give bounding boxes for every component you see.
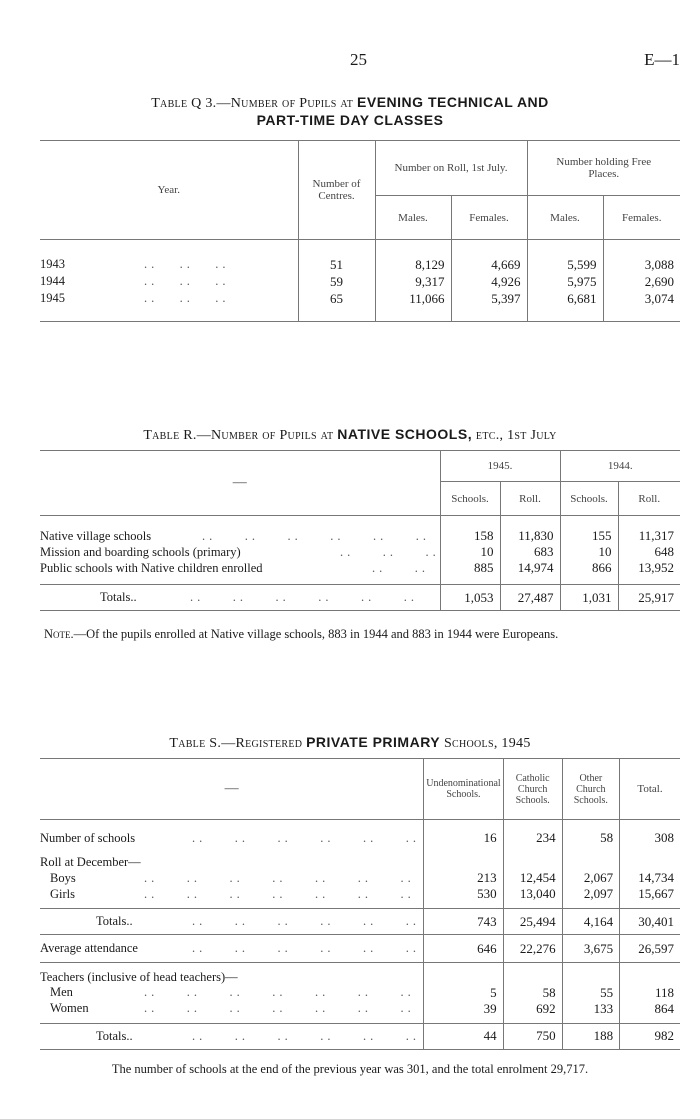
table-row: Number of schools .. .. .. .. .. .. 16 234 58 308 <box>40 830 680 846</box>
table-q3-roll-m: 11,066 <box>375 290 451 307</box>
table-s-caption <box>0 734 700 752</box>
table-s-t: 118 <box>620 985 680 1001</box>
table-r-schools-1944: Schools. <box>560 482 618 516</box>
table-r <box>40 450 680 615</box>
table-s-col-other: Other Church Schools. <box>562 759 619 820</box>
table-r-caption-bold: NATIVE SCHOOLS, <box>337 426 473 442</box>
table-row: Average attendance .. .. .. .. .. .. 646 22,276 3,675 26,597 <box>40 935 680 963</box>
table-s-o: 2,067 <box>562 870 619 886</box>
table-s-c: 234 <box>503 830 562 846</box>
table-row: 1944 .. .. .. 59 9,317 4,926 5,975 2,690 <box>40 273 680 290</box>
table-r-totals-r45: 27,487 <box>500 585 560 611</box>
table-s-c: 12,454 <box>503 870 562 886</box>
table-s-label: Men <box>50 985 73 999</box>
table-row: Boys .. .. .. .. .. .. .. 213 12,454 2,067 14,734 <box>40 870 680 886</box>
table-row: Totals.. .. .. .. .. .. .. 44 750 188 982 <box>40 1023 680 1049</box>
table-s-o: 58 <box>562 830 619 846</box>
table-s-c: 25,494 <box>503 909 562 935</box>
table-q3-free-m: 5,975 <box>527 273 603 290</box>
table-s-label: Girls <box>50 886 75 901</box>
table-q3-roll-m: 9,317 <box>375 273 451 290</box>
table-r-dash: — <box>232 475 247 490</box>
table-q3-centres: 51 <box>298 256 375 273</box>
table-s-u: 530 <box>424 886 503 902</box>
table-s-caption-suffix: Schools, 1945 <box>443 736 531 751</box>
table-r-s45: 885 <box>440 560 500 576</box>
table-s-col-total: Total. <box>620 759 680 820</box>
table-row: 1943 .. .. .. 51 8,129 4,669 5,599 3,088 <box>40 256 680 273</box>
table-s-c: 13,040 <box>503 886 562 902</box>
table-s-dash: — <box>224 781 239 796</box>
table-s-t: 982 <box>620 1023 680 1049</box>
table-q3-caption <box>0 94 700 112</box>
table-q3-caption-prefix: Table Q 3.—Number of Pupils at <box>151 96 354 111</box>
table-row: Men .. .. .. .. .. .. .. 5 58 55 118 <box>40 985 680 1001</box>
table-q3-col-year: Year. <box>157 184 180 196</box>
table-q3-free-f: 2,690 <box>603 273 680 290</box>
document-code: E—1 <box>644 50 680 69</box>
table-s-label: Totals.. <box>96 1028 133 1043</box>
table-q3-roll-males: Males. <box>375 196 451 240</box>
table-r-r44: 648 <box>618 544 680 560</box>
table-q3-free-m: 5,599 <box>527 256 603 273</box>
table-s-t: 864 <box>620 1001 680 1017</box>
table-row: Native village schools .. .. .. .. .. .. 158 11,830 155 11,317 <box>40 528 680 544</box>
table-s-u: 213 <box>424 870 503 886</box>
table-r-year-1944: 1944. <box>560 451 680 482</box>
table-r-row-label: Native village schools <box>40 528 152 543</box>
table-s-o: 55 <box>562 985 619 1001</box>
table-s-u: 646 <box>424 935 503 963</box>
table-s-o: 133 <box>562 1001 619 1017</box>
table-q3-col-centres: Number of Centres. <box>298 141 375 240</box>
table-r-s45: 158 <box>440 528 500 544</box>
table-s <box>40 758 680 1053</box>
table-s-o: 4,164 <box>562 909 619 935</box>
table-s-c: 692 <box>503 1001 562 1017</box>
table-row: 1945 .. .. .. 65 11,066 5,397 6,681 3,074 <box>40 290 680 307</box>
table-r-s44: 155 <box>560 528 618 544</box>
table-q3-free-f: 3,074 <box>603 290 680 307</box>
table-q3-free-males: Males. <box>527 196 603 240</box>
table-row: Mission and boarding schools (primary) .. .. .. 10 683 10 648 <box>40 544 680 560</box>
table-s-o: 188 <box>562 1023 619 1049</box>
table-q3-roll-females: Females. <box>451 196 527 240</box>
table-s-t: 308 <box>620 830 680 846</box>
table-r-year-1945: 1945. <box>440 451 560 482</box>
table-row: Totals.. .. .. .. .. .. .. 743 25,494 4,164 30,401 <box>40 909 680 935</box>
table-s-roll-heading: Roll at December— <box>40 854 141 869</box>
table-s-col-catholic: Catholic Church Schools. <box>503 759 562 820</box>
table-q3-roll-f: 4,926 <box>451 273 527 290</box>
table-s-label: Average attendance <box>40 941 138 955</box>
table-s-label: Totals.. <box>96 914 133 928</box>
table-q3-centres: 65 <box>298 290 375 307</box>
table-s-c: 22,276 <box>503 935 562 963</box>
table-r-row-label: Public schools with Native children enrolled <box>40 560 263 575</box>
table-r-r45: 14,974 <box>500 560 560 576</box>
table-q3-free-m: 6,681 <box>527 290 603 307</box>
table-q3-centres: 59 <box>298 273 375 290</box>
table-r-caption-prefix: Table R.—Number of Pupils at <box>143 428 334 443</box>
table-q3-col-roll: Number on Roll, 1st July. <box>375 141 527 196</box>
table-q3-caption-bold-1: EVENING TECHNICAL AND <box>357 94 549 110</box>
table-s-col-undenom: Undenominational Schools. <box>424 759 503 820</box>
table-r-s44: 866 <box>560 560 618 576</box>
table-row: Girls .. .. .. .. .. .. .. 530 13,040 2,097 15,667 <box>40 886 680 902</box>
table-q3-roll-f: 5,397 <box>451 290 527 307</box>
table-r-totals-s44: 1,031 <box>560 585 618 611</box>
page-number: 25 <box>350 50 367 69</box>
table-r-s44: 10 <box>560 544 618 560</box>
table-q3-roll-f: 4,669 <box>451 256 527 273</box>
table-s-caption-bold: PRIVATE PRIMARY <box>306 734 441 750</box>
table-s-caption-prefix: Table S.—Registered <box>169 736 303 751</box>
table-s-label: Women <box>50 1001 89 1015</box>
table-s-o: 3,675 <box>562 935 619 963</box>
table-r-note-text: —Of the pupils enrolled at Native village schools, 883 in 1944 and 883 in 1944 were Europeans. <box>73 627 559 641</box>
table-r-caption <box>0 426 700 444</box>
table-s-u: 743 <box>424 909 503 935</box>
table-r-roll-1944: Roll. <box>618 482 680 516</box>
table-s-footnote: The number of schools at the end of the previous year was 301, and the total enrolment 29,717. <box>111 1062 589 1076</box>
table-r-roll-1945: Roll. <box>500 482 560 516</box>
table-s-u: 44 <box>424 1023 503 1049</box>
table-q3-roll-m: 8,129 <box>375 256 451 273</box>
table-q3-caption-bold-2: PART-TIME DAY CLASSES <box>256 112 444 128</box>
table-q3-year: 1944 <box>40 274 65 288</box>
table-r-totals-s45: 1,053 <box>440 585 500 611</box>
table-r-totals-r44: 25,917 <box>618 585 680 611</box>
table-s-t: 30,401 <box>620 909 680 935</box>
table-q3 <box>40 140 680 322</box>
table-r-note <box>44 627 694 642</box>
table-q3-col-free: Number holding Free Places. <box>527 141 680 196</box>
table-r-totals-row: Totals.. .. .. .. .. .. .. 1,053 27,487 1,031 25,917 <box>40 585 680 611</box>
table-row: Public schools with Native children enrolled .. .. 885 14,974 866 13,952 <box>40 560 680 576</box>
table-s-label: Number of schools <box>40 830 136 845</box>
table-r-r45: 683 <box>500 544 560 560</box>
table-q3-year: 1943 <box>40 257 65 271</box>
table-s-o: 2,097 <box>562 886 619 902</box>
table-r-caption-suffix: etc., 1st July <box>475 428 557 443</box>
table-s-u: 5 <box>424 985 503 1001</box>
table-row: Women .. .. .. .. .. .. .. 39 692 133 864 <box>40 1001 680 1017</box>
table-s-u: 39 <box>424 1001 503 1017</box>
table-s-t: 15,667 <box>620 886 680 902</box>
table-s-c: 58 <box>503 985 562 1001</box>
table-q3-free-f: 3,088 <box>603 256 680 273</box>
table-s-t: 26,597 <box>620 935 680 963</box>
table-r-note-prefix: Note. <box>44 627 74 641</box>
table-r-r44: 13,952 <box>618 560 680 576</box>
table-r-row-label: Mission and boarding schools (primary) <box>40 544 241 559</box>
table-r-schools-1945: Schools. <box>440 482 500 516</box>
table-s-u: 16 <box>424 830 503 846</box>
table-r-s45: 10 <box>440 544 500 560</box>
table-q3-free-females: Females. <box>603 196 680 240</box>
table-s-label: Boys <box>50 870 76 885</box>
table-r-totals-label: Totals.. <box>100 590 137 604</box>
table-r-r44: 11,317 <box>618 528 680 544</box>
table-s-c: 750 <box>503 1023 562 1049</box>
table-s-t: 14,734 <box>620 870 680 886</box>
table-r-r45: 11,830 <box>500 528 560 544</box>
table-q3-year: 1945 <box>40 291 65 305</box>
table-s-teachers-heading: Teachers (inclusive of head teachers)— <box>40 969 238 984</box>
